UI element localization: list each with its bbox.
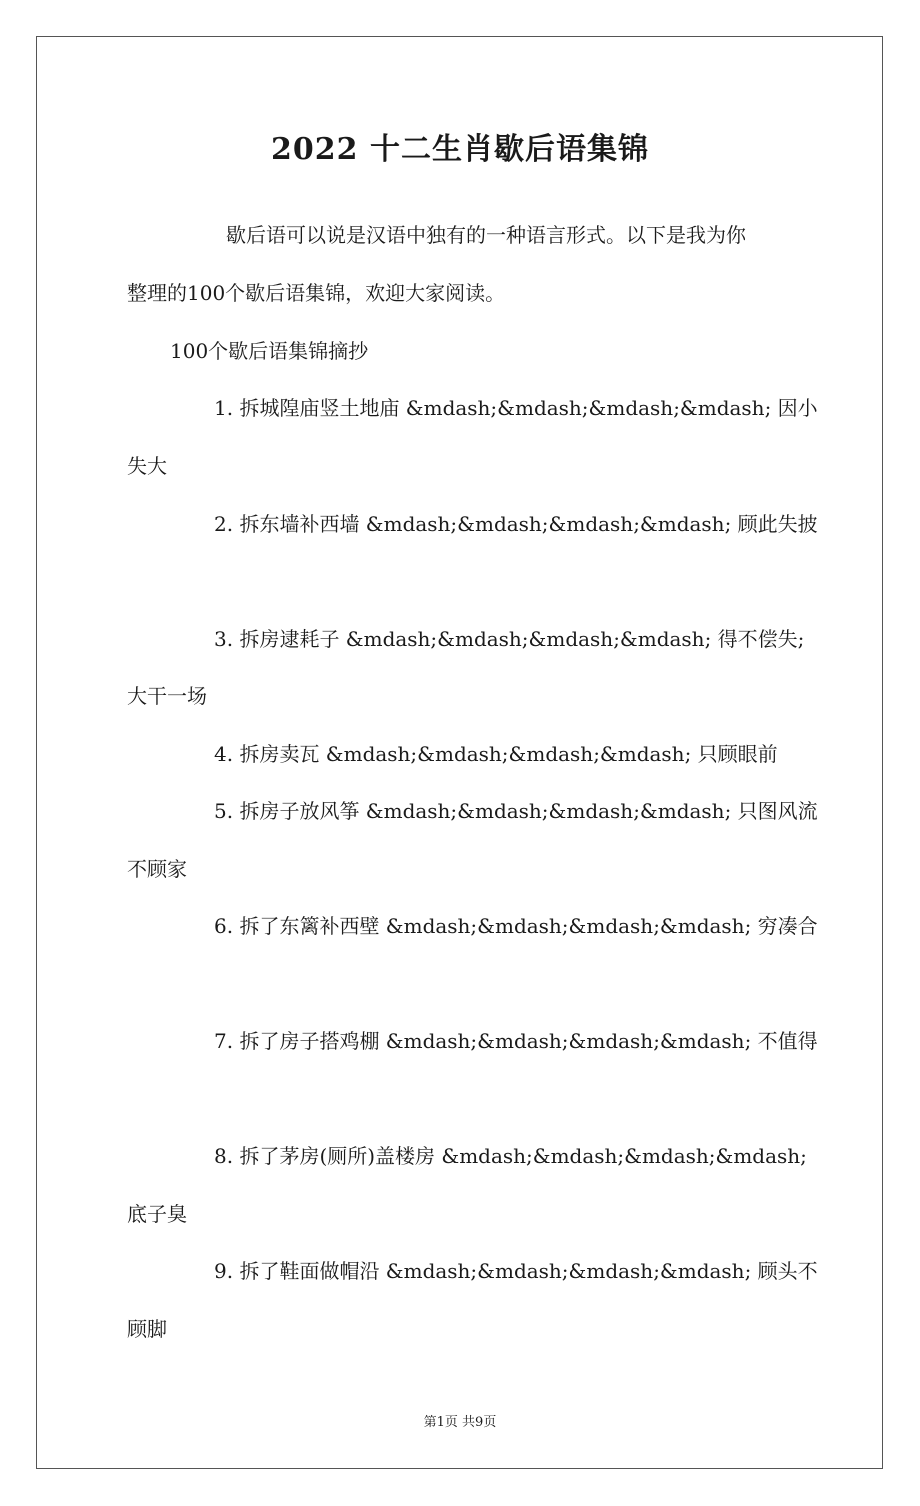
list-item-7: 7. 拆了房子搭鸡棚 &mdash;&mdash;&mdash;&mdash; 不值得 (214, 1029, 818, 1053)
list-item-8-cont: 底子臭 (127, 1202, 187, 1226)
list-item-1: 1. 拆城隍庙竖土地庙 &mdash;&mdash;&mdash;&mdash; 因小 (214, 396, 818, 420)
list-item-4: 4. 拆房卖瓦 &mdash;&mdash;&mdash;&mdash; 只顾眼前 (214, 742, 778, 766)
list-item-9-cont: 顾脚 (127, 1317, 167, 1341)
list-item-3-cont: 大干一场 (127, 684, 207, 708)
intro-line-2: 整理的100个歇后语集锦，欢迎大家阅读。 (127, 281, 506, 305)
list-item-9: 9. 拆了鞋面做帽沿 &mdash;&mdash;&mdash;&mdash; 顾头不 (214, 1259, 818, 1283)
list-item-5: 5. 拆房子放风筝 &mdash;&mdash;&mdash;&mdash; 只图风流 (214, 799, 818, 823)
page-footer: 第1页 共9页 (423, 1415, 497, 1430)
list-item-6: 6. 拆了东篱补西壁 &mdash;&mdash;&mdash;&mdash; 穷凑合 (214, 914, 818, 938)
list-item-3: 3. 拆房逮耗子 &mdash;&mdash;&mdash;&mdash; 得不偿失; (214, 627, 805, 651)
list-item-8: 8. 拆了茅房(厕所)盖楼房 &mdash;&mdash;&mdash;&mdash; (214, 1144, 807, 1168)
document-title: 2022 十二生肖歇后语集锦 (271, 132, 649, 167)
list-item-2: 2. 拆东墙补西墙 &mdash;&mdash;&mdash;&mdash; 顾此失披 (214, 512, 818, 536)
subheading: 100个歇后语集锦摘抄 (170, 339, 369, 363)
list-item-5-cont: 不顾家 (127, 857, 187, 881)
intro-line-1: 歇后语可以说是汉语中独有的一种语言形式。以下是我为你 (226, 223, 746, 247)
list-item-1-cont: 失大 (127, 454, 167, 478)
